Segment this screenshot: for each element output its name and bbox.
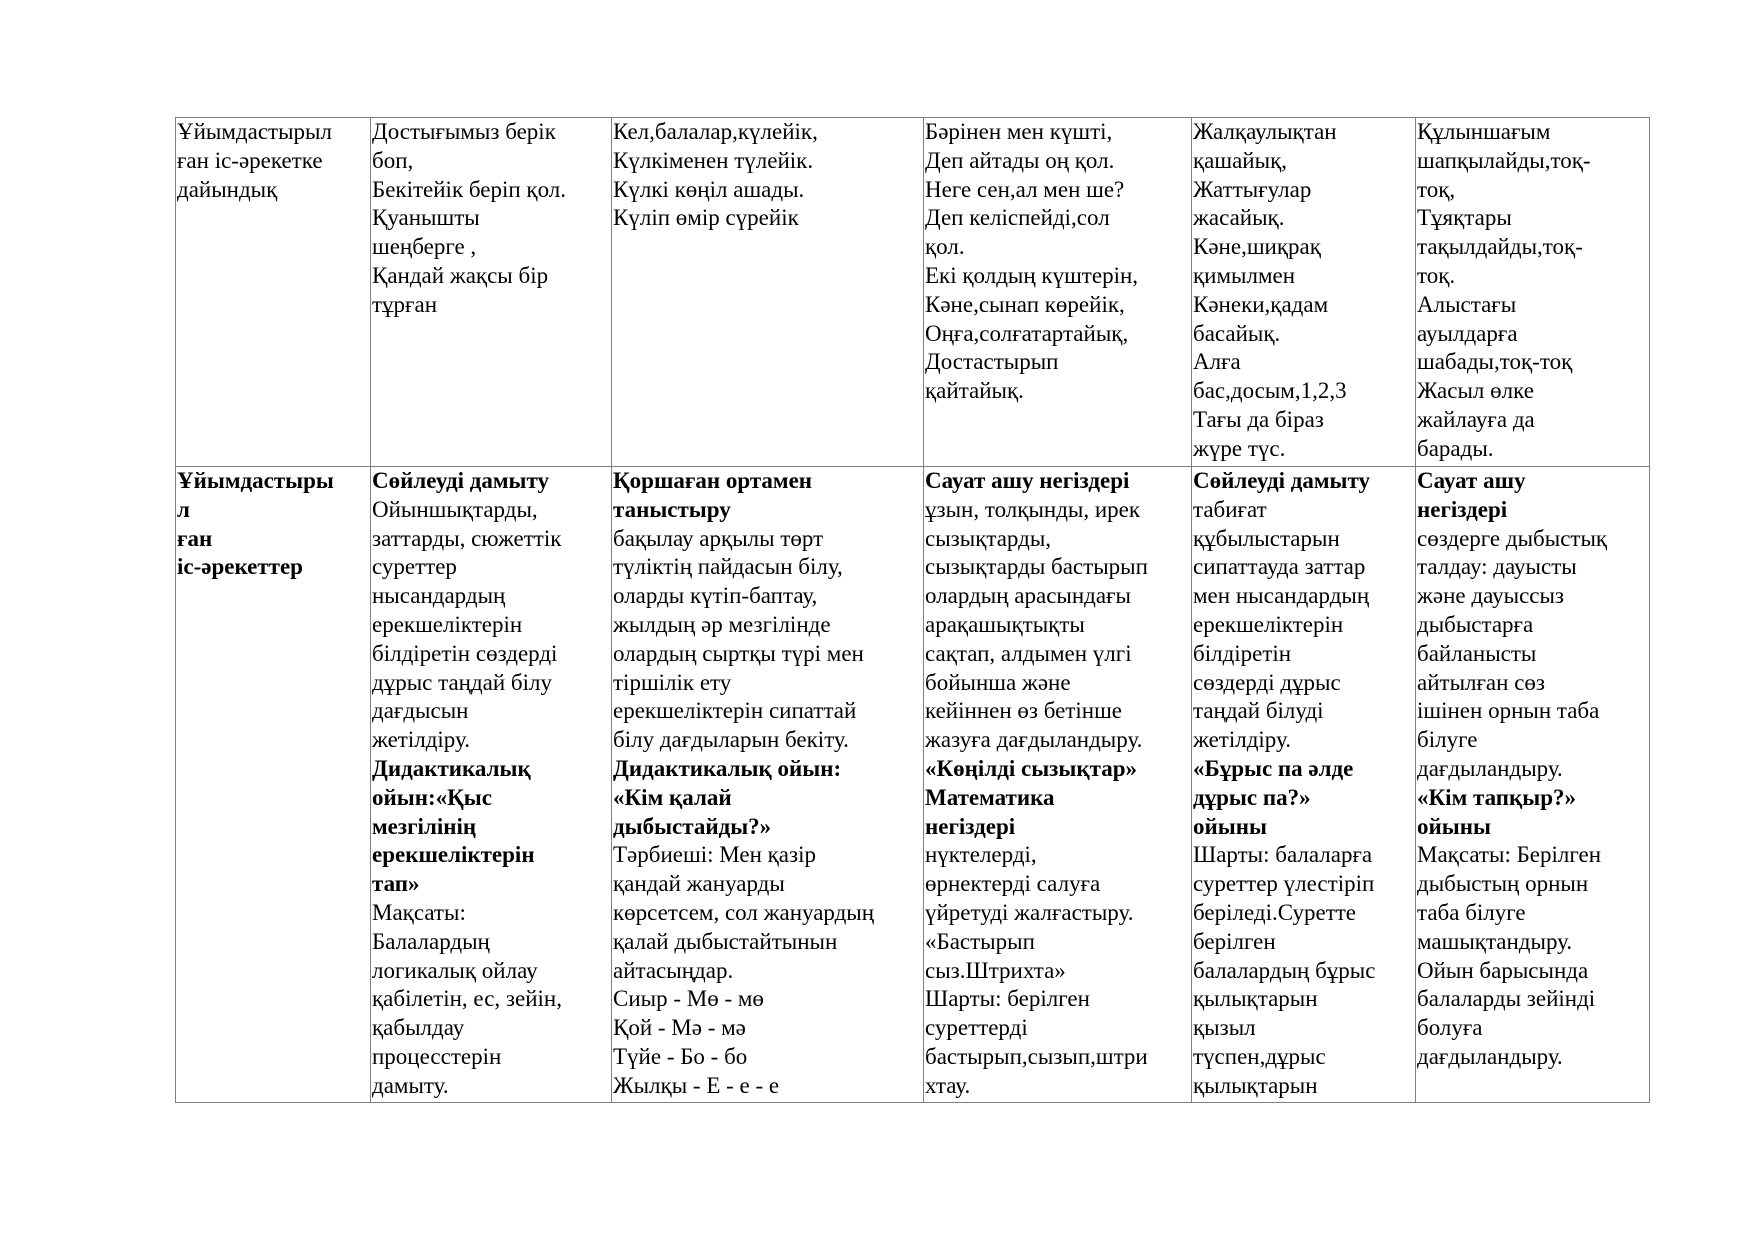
cell-heading-line: Сөйлеуді дамыту (1193, 468, 1370, 493)
cell-text-line: Жылқы - Е - е - е (613, 1072, 780, 1098)
cell-text-line: нысандардың (372, 583, 506, 609)
cell-heading-line: тап» (372, 871, 420, 897)
cell-text-line: қылықтарын (1193, 1072, 1318, 1098)
cell-friday (1416, 118, 1650, 467)
cell-text-line: сипаттауда заттар (1193, 554, 1366, 580)
cell-text-line: Жасыл өлке (1417, 378, 1534, 404)
cell-text-line: құбылыстарын (1193, 525, 1340, 551)
cell-text-line: Күлкі көңіл ашады. (613, 176, 805, 202)
cell-text-line: өрнектерді салуға (925, 871, 1101, 897)
cell-text-line: Алға (1193, 349, 1241, 375)
cell-text-line: білу дағдыларын бекіту. (613, 727, 849, 753)
cell-text-line: ерекшеліктерін (1193, 611, 1344, 637)
cell-text-line: білуге (1417, 727, 1478, 753)
cell-heading-line: Дидактикалық ойын: (613, 755, 842, 781)
cell-text-line: Қандай жақсы бір (372, 262, 549, 288)
cell-text-line: Мақсаты: Берілген (1417, 842, 1602, 868)
cell-heading-line: ерекшеліктерін (372, 842, 535, 868)
cell-text-line: Бәрінен мен күшті, (925, 119, 1113, 144)
cell-text-line: дағдыландыру. (1417, 755, 1563, 781)
cell-text-line: Бекітейік беріп қол. (372, 176, 567, 202)
cell-heading-line: Математика (925, 784, 1055, 810)
cell-text-line: Жалқаулықтан (1193, 119, 1337, 144)
cell-text-line: Деп айтады оң қол. (925, 147, 1115, 173)
cell-text-line: табиғат (1193, 496, 1267, 522)
table-row-activities (176, 467, 1650, 1103)
cell-text-line: таба білуге (1417, 899, 1526, 925)
cell-text-line: дыбыстарға (1417, 611, 1534, 637)
cell-text-line: суреттер үлестіріп (1193, 871, 1375, 897)
cell-text-line: қайтайық. (925, 378, 1024, 404)
cell-text-line: «Бастырып (925, 928, 1035, 954)
cell-text-line: дағдысын (372, 698, 469, 724)
cell-text-line: айтасыңдар. (613, 957, 734, 983)
cell-text-line: Неге сен,ал мен ше? (925, 176, 1125, 202)
cell-text-line: суреттерді (925, 1015, 1028, 1041)
cell-text-line: қалай дыбыстайтынын (613, 928, 838, 954)
cell-heading-line: «Кім тапқыр?» (1417, 784, 1577, 810)
cell-text-line: нүктелерді, (925, 842, 1037, 868)
cell-text-line: балалардың бұрыс (1193, 957, 1376, 983)
cell-text-line: ерекшеліктерін сипаттай (613, 698, 857, 724)
cell-text-line: ған іс-әрекетке (177, 147, 323, 173)
cell-heading-line: іс-әрекеттер (177, 554, 303, 580)
cell-heading-line: дыбыстайды?» (613, 813, 772, 839)
cell-text-line: түліктің пайдасын білу, (613, 554, 843, 580)
cell-heading-line: Сөйлеуді дамыту (372, 468, 549, 493)
cell-text-line: сызықтарды бастырып (925, 554, 1148, 580)
cell-text-line: сызықтарды, (925, 525, 1052, 551)
cell-text-line: Оңға,солғатартайық, (925, 320, 1129, 346)
cell-text-line: Екі қолдың күштерін, (925, 262, 1139, 288)
cell-text-line: Алыстағы (1417, 291, 1517, 317)
cell-text-line: Ұйымдастырыл (177, 119, 332, 144)
cell-text-line: Шарты: балаларға (1193, 842, 1373, 868)
cell-text-line: Тағы да біраз (1193, 406, 1324, 432)
cell-text-line: Кәне,сынап көрейік, (925, 291, 1125, 317)
cell-text-line: дағдыландыру. (1417, 1043, 1563, 1069)
cell-heading-line: Қоршаған ортамен (613, 468, 813, 493)
cell-text-line: қылықтарын (1193, 986, 1318, 1012)
cell-thursday (1192, 467, 1416, 1103)
cell-text-line: Ойын барысында (1417, 957, 1589, 983)
cell-heading-line: ойыны (1417, 813, 1491, 839)
cell-text-line: шабады,тоқ-тоқ (1417, 349, 1573, 375)
cell-heading-line: л (177, 496, 190, 522)
cell-text-line: таңдай білуді (1193, 698, 1324, 724)
cell-monday (371, 118, 612, 467)
cell-text-line: берілген (1193, 928, 1276, 954)
cell-text-line: дыбыстың орнын (1417, 871, 1589, 897)
cell-text-line: Шарты: берілген (925, 986, 1090, 1012)
cell-text-line: байланысты (1417, 640, 1537, 666)
cell-friday (1416, 467, 1650, 1103)
cell-text-line: білдіретін (1193, 640, 1292, 666)
cell-text-line: Кәне,шиқрақ (1193, 234, 1321, 260)
cell-text-line: басайық. (1193, 320, 1281, 346)
cell-text-line: машықтандыру. (1417, 928, 1573, 954)
cell-text-line: олардың сыртқы түрі мен (613, 640, 864, 666)
cell-text-line: бақылау арқылы төрт (613, 525, 824, 551)
cell-text-line: Қой - Мә - мә (613, 1015, 746, 1041)
cell-row-label (176, 118, 371, 467)
cell-text-line: Кел,балалар,күлейік, (613, 119, 818, 144)
cell-heading-line: Дидактикалық (372, 755, 531, 781)
cell-text-line: ерекшеліктерін (372, 611, 523, 637)
cell-text-line: Балалардың (372, 928, 490, 954)
cell-text-line: Қуанышты (372, 205, 480, 231)
cell-text-line: тоқ. (1417, 262, 1456, 288)
cell-text-line: Деп келіспейді,сол (925, 205, 1110, 231)
cell-text-line: Ойыншықтарды, (372, 496, 538, 522)
cell-heading-line: Ұйымдастыры (177, 468, 334, 493)
cell-text-line: Түйе - Бо - бо (613, 1043, 748, 1069)
cell-heading-line: таныстыру (613, 496, 731, 522)
cell-heading-line: негіздері (925, 813, 1016, 839)
cell-text-line: суреттер (372, 554, 457, 580)
cell-text-line: түспен,дұрыс (1193, 1043, 1326, 1069)
cell-text-line: Жаттығулар (1193, 176, 1312, 202)
cell-text-line: Күліп өмір сүрейік (613, 205, 799, 231)
cell-text-line: беріледі.Суретте (1193, 899, 1357, 925)
cell-text-line: Құлыншағым (1417, 119, 1551, 144)
cell-text-line: тоқ, (1417, 176, 1456, 202)
cell-text-line: Тәрбиеші: Мен қазір (613, 842, 816, 868)
cell-heading-line: «Бұрыс па әлде (1193, 755, 1354, 781)
cell-text-line: тұрған (372, 291, 438, 317)
cell-text-line: шеңберге , (372, 234, 477, 260)
cell-text-line: білдіретін сөздерді (372, 640, 558, 666)
cell-heading-line: мезгілінің (372, 813, 477, 839)
cell-text-line: шапқылайды,тоқ- (1417, 147, 1591, 173)
cell-text-line: барады. (1417, 435, 1494, 461)
cell-text-line: Кәнеки,қадам (1193, 291, 1329, 317)
cell-text-line: қабілетін, ес, зейін, (372, 986, 562, 1012)
cell-text-line: сыз.Штрихта» (925, 957, 1066, 983)
cell-text-line: қашайық, (1193, 147, 1287, 173)
cell-text-line: дайындық (177, 176, 278, 202)
cell-heading-line: «Көңілді сызықтар» (925, 755, 1137, 781)
cell-text-line: Мақсаты: (372, 899, 466, 925)
cell-wednesday (924, 118, 1192, 467)
cell-monday (371, 467, 612, 1103)
cell-heading-line: ойыны (1193, 813, 1267, 839)
cell-text-line: арақашықтықты (925, 611, 1085, 637)
cell-heading-line: дұрыс па?» (1193, 784, 1311, 810)
cell-heading-line: негіздері (1417, 496, 1508, 522)
cell-row-label (176, 467, 371, 1103)
cell-text-line: балаларды зейінді (1417, 986, 1596, 1012)
cell-heading-line: ған (177, 525, 213, 551)
cell-text-line: үйретуді жалғастыру. (925, 899, 1134, 925)
cell-text-line: Достығымыз берік (372, 119, 556, 144)
cell-text-line: хтау. (925, 1072, 971, 1098)
cell-text-line: жүре түс. (1193, 435, 1286, 461)
cell-text-line: сақтап, алдымен үлгі (925, 640, 1132, 666)
cell-heading-line: Сауат ашу (1417, 468, 1526, 493)
cell-text-line: жасайық. (1193, 205, 1285, 231)
cell-text-line: процесстерін (372, 1043, 502, 1069)
cell-text-line: жетілдіру. (372, 727, 470, 753)
cell-text-line: тақылдайды,тоқ- (1417, 234, 1583, 260)
cell-text-line: ұзын, толқынды, ирек (925, 496, 1141, 522)
cell-wednesday (924, 467, 1192, 1103)
cell-text-line: қабылдау (372, 1015, 465, 1041)
cell-text-line: болуға (1417, 1015, 1483, 1041)
cell-text-line: көрсетсем, сол жануардың (613, 899, 875, 925)
cell-text-line: жылдың әр мезгілінде (613, 611, 831, 637)
cell-thursday (1192, 118, 1416, 467)
cell-text-line: айтылған сөз (1417, 669, 1545, 695)
cell-heading-line: ойын:«Қыс (372, 784, 492, 810)
cell-text-line: боп, (372, 147, 414, 173)
cell-text-line: оларды күтіп-баптау, (613, 583, 818, 609)
cell-text-line: және дауыссыз (1417, 583, 1565, 609)
cell-text-line: талдау: дауысты (1417, 554, 1577, 580)
cell-tuesday (612, 467, 924, 1103)
cell-text-line: жетілдіру. (1193, 727, 1291, 753)
cell-text-line: бойынша және (925, 669, 1071, 695)
cell-text-line: мен нысандардың (1193, 583, 1370, 609)
cell-text-line: логикалық ойлау (372, 957, 538, 983)
cell-text-line: дамыту. (372, 1072, 449, 1098)
cell-text-line: жайлауға да (1417, 406, 1535, 432)
cell-text-line: Достастырып (925, 349, 1059, 375)
cell-heading-line: Сауат ашу негіздері (925, 468, 1130, 493)
cell-text-line: бас,досым,1,2,3 (1193, 378, 1347, 404)
cell-text-line: Тұяқтары (1417, 205, 1512, 231)
cell-text-line: ауылдарға (1417, 320, 1518, 346)
cell-text-line: тіршілік ету (613, 669, 732, 695)
cell-heading-line: «Кім қалай (613, 784, 732, 810)
cell-text-line: сөздерге дыбыстық (1417, 525, 1608, 551)
cell-text-line: ішінен орнын таба (1417, 698, 1600, 724)
cell-text-line: қимылмен (1193, 262, 1296, 288)
cell-text-line: қандай жануарды (613, 871, 785, 897)
cell-text-line: олардың арасындағы (925, 583, 1131, 609)
cell-text-line: қызыл (1193, 1015, 1256, 1041)
cell-text-line: заттарды, сюжеттік (372, 525, 562, 551)
cell-text-line: дұрыс таңдай білу (372, 669, 553, 695)
cell-tuesday (612, 118, 924, 467)
schedule-table (175, 117, 1650, 1103)
cell-text-line: Күлкіменен түлейік. (613, 147, 814, 173)
cell-text-line: бастырып,сызып,штри (925, 1043, 1148, 1069)
cell-text-line: кейіннен өз бетінше (925, 698, 1123, 724)
cell-text-line: жазуға дағдыландыру. (925, 727, 1143, 753)
table-row-preparation (176, 118, 1650, 467)
cell-text-line: Сиыр - Мө - мө (613, 986, 764, 1012)
cell-text-line: қол. (925, 234, 965, 260)
cell-text-line: сөздерді дұрыс (1193, 669, 1341, 695)
